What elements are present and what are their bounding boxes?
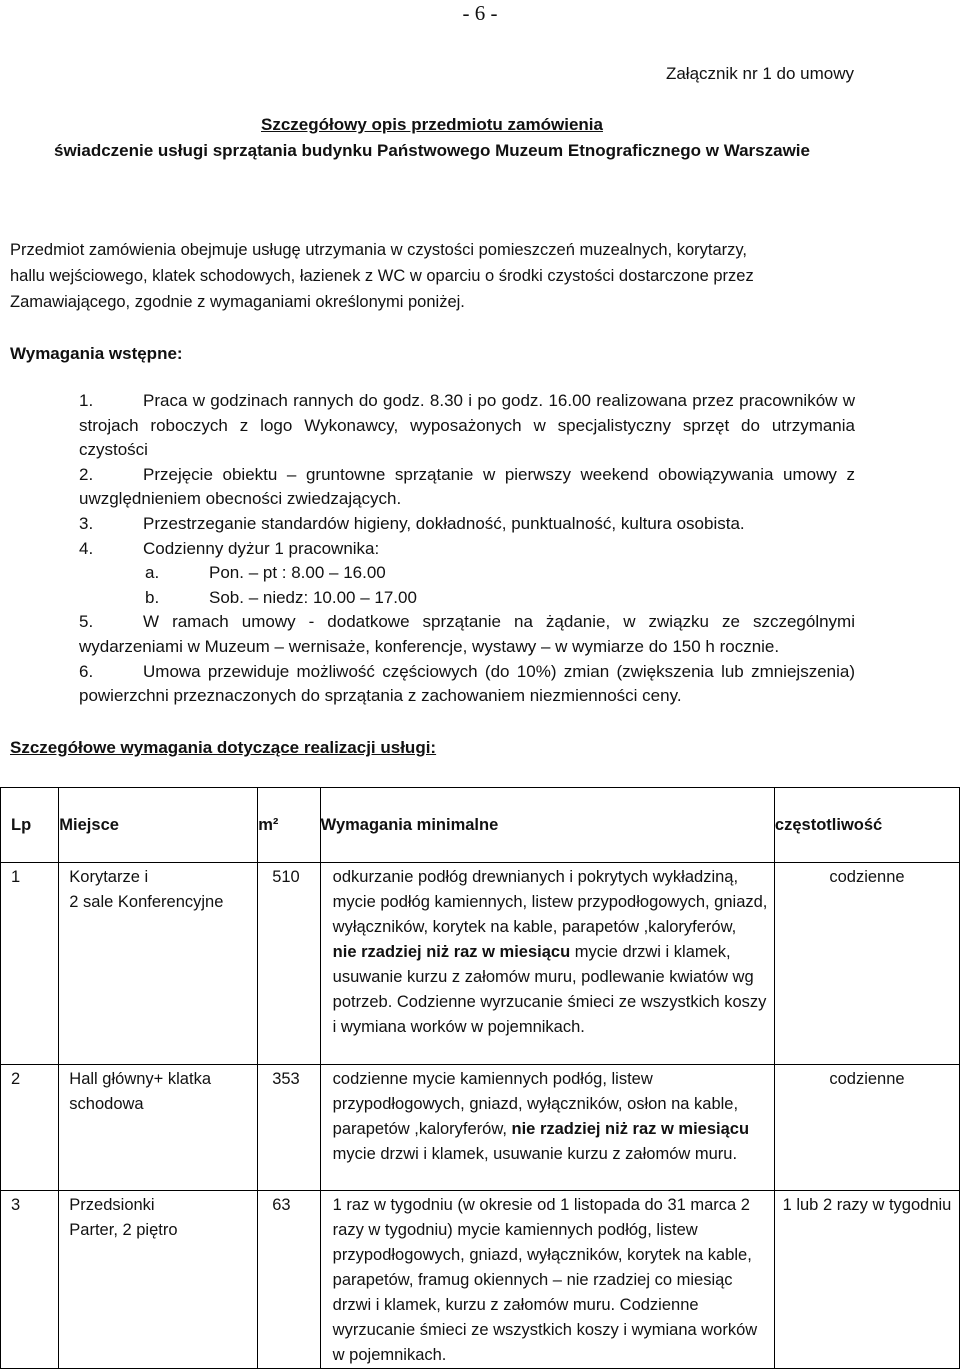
requirements-heading: Wymagania wstępne: [10, 344, 183, 363]
miejsce-line: Parter, 2 piętro [69, 1221, 178, 1239]
requirements-list [79, 389, 855, 709]
cell-wymagania [320, 1191, 774, 1369]
subitem-letter: a. [145, 563, 160, 583]
cell-m2: 510 [258, 863, 320, 1065]
cell-m2: 63 [258, 1191, 320, 1369]
requirement-item-1 [79, 389, 855, 463]
wymagania-text: codzienne mycie kamiennych podłóg, listew przypodłogowych, gniazd, wyłączników, osłon na kable, parapetów ,kaloryferów, [332, 1070, 739, 1138]
details-heading: Szczegółowe wymagania dotyczące realizacji usługi: [10, 738, 437, 757]
miejsce-line: Hall główny+ klatka [69, 1070, 211, 1088]
requirement-number: 6. [79, 661, 94, 681]
requirement-number: 3. [79, 513, 94, 533]
cell-miejsce [59, 863, 258, 1065]
cell-lp: 2 [1, 1065, 59, 1191]
intro-line: Zamawiającego, zgodnie z wymaganiami określonymi poniżej. [10, 293, 465, 311]
cell-czestotliwosc: codzienne [774, 863, 959, 1065]
requirement-number: 2. [79, 464, 94, 484]
requirements-table [0, 787, 960, 1369]
miejsce-line: Korytarze i [69, 868, 149, 886]
requirement-number: 1. [79, 391, 94, 410]
document-subtitle: świadczenie usługi sprzątania budynku Państwowego Muzeum Etnograficznego w Warszawie [53, 141, 810, 160]
wymagania-text: mycie drzwi i klamek, usuwanie kurzu z załomów muru. [332, 1145, 738, 1163]
cell-wymagania [320, 863, 774, 1065]
miejsce-line: schodowa [69, 1095, 144, 1113]
page-number: - 6 - [462, 1, 498, 25]
header-czestotliwosc: częstotliwość [774, 788, 959, 863]
cell-lp: 3 [1, 1191, 59, 1369]
table-row [1, 1065, 960, 1191]
cell-czestotliwosc: 1 lub 2 razy w tygodniu [774, 1191, 959, 1369]
header-lp: Lp [1, 788, 59, 863]
requirement-text: Codzienny dyżur 1 pracownika: [143, 538, 380, 558]
requirement-text: Umowa przewiduje możliwość częściowych (do 10%) zmian (zwiększenia lub zmniejszenia) powierzchni przeznaczonych do sprzątania z zachowaniem niezmienności ceny. [79, 661, 855, 706]
requirement-item-5 [79, 610, 855, 659]
requirement-number: 5. [79, 612, 94, 632]
wymagania-text: odkurzanie podłóg drewnianych i pokrytych wykładziną, mycie podłóg kamiennych, listew przypodłogowych, gniazd, wyłączników, korytek na kable, parapetów ,kaloryferów, [332, 868, 768, 936]
requirement-text: Przestrzeganie standardów higieny, dokładność, punktualność, kultura osobista. [143, 513, 745, 533]
annex-label: Załącznik nr 1 do umowy [665, 64, 854, 83]
cell-m2: 353 [258, 1065, 320, 1191]
miejsce-line: 2 sale Konferencyjne [69, 893, 224, 911]
wymagania-emphasis: nie rzadziej niż raz w miesiącu [332, 943, 571, 961]
cell-miejsce [59, 1191, 258, 1369]
requirement-item-6 [79, 660, 855, 709]
requirement-text: Przejęcie obiektu – gruntowne sprzątanie w pierwszy weekend obowiązywania umowy z uwzględnieniem obecności zwiedzających. [79, 464, 855, 509]
requirement-item-2 [79, 463, 855, 512]
requirement-number: 4. [79, 538, 94, 558]
intro-line: hallu wejściowego, klatek schodowych, łazienek z WC w oparciu o środki czystości dostarczone przez [10, 267, 754, 285]
wymagania-text: mycie drzwi i klamek, usuwanie kurzu z załomów muru, podlewanie kwiatów wg potrzeb. Codzienne wyrzucanie śmieci ze wszystkich koszy i wymiana worków w pojemnikach. [332, 943, 767, 1036]
wymagania-emphasis: nie rzadziej niż raz w miesiącu [511, 1120, 750, 1138]
header-miejsce: Miejsce [59, 788, 258, 863]
wymagania-text: 1 raz w tygodniu (w okresie od 1 listopada do 31 marca 2 razy w tygodniu) mycie kamiennych podłóg, listew przypodłogowych, gniazd, wyłączników, korytek na kable, parapetów, framug okiennych – nie rzadziej co miesiąc drzwi i klamek, kurzu z załomów muru. Codzienne wyrzucanie śmieci ze wszystkich koszy i wymiana worków w pojemnikach. [332, 1196, 758, 1364]
intro-paragraph [10, 237, 870, 315]
requirement-item-3 [79, 512, 855, 537]
requirement-text: W ramach umowy - dodatkowe sprzątanie na żądanie, w związku ze szczególnymi wydarzeniami w Muzeum – wernisaże, konferencje, wystawy – w wymiarze do 150 h rocznie. [79, 612, 855, 656]
duty-subitem-a [79, 561, 855, 586]
document-title: Szczegółowy opis przedmiotu zamówienia [261, 115, 603, 134]
miejsce-line: Przedsionki [69, 1196, 155, 1214]
cell-lp: 1 [1, 863, 59, 1065]
duty-subitem-b [79, 586, 855, 611]
cell-wymagania [320, 1065, 774, 1191]
table-row [1, 1191, 960, 1369]
requirement-text: Praca w godzinach rannych do godz. 8.30 i po godz. 16.00 realizowana przez pracowników w strojach roboczych z logo Wykonawcy, wyposażonych w specjalistyczny sprzęt do utrzymania czystości [79, 391, 855, 460]
cell-czestotliwosc: codzienne [774, 1065, 959, 1191]
subitem-text: Sob. – niedz: 10.00 – 17.00 [209, 587, 417, 607]
requirement-item-4 [79, 537, 855, 562]
subitem-text: Pon. – pt : 8.00 – 16.00 [209, 563, 386, 583]
subitem-letter: b. [145, 587, 160, 607]
table-header-row [1, 788, 960, 863]
header-wymagania: Wymagania minimalne [320, 788, 774, 863]
cell-miejsce [59, 1065, 258, 1191]
table-row [1, 863, 960, 1065]
header-m2: m² [258, 788, 320, 863]
intro-line: Przedmiot zamówienia obejmuje usługę utrzymania w czystości pomieszczeń muzealnych, korytarzy, [10, 241, 747, 259]
